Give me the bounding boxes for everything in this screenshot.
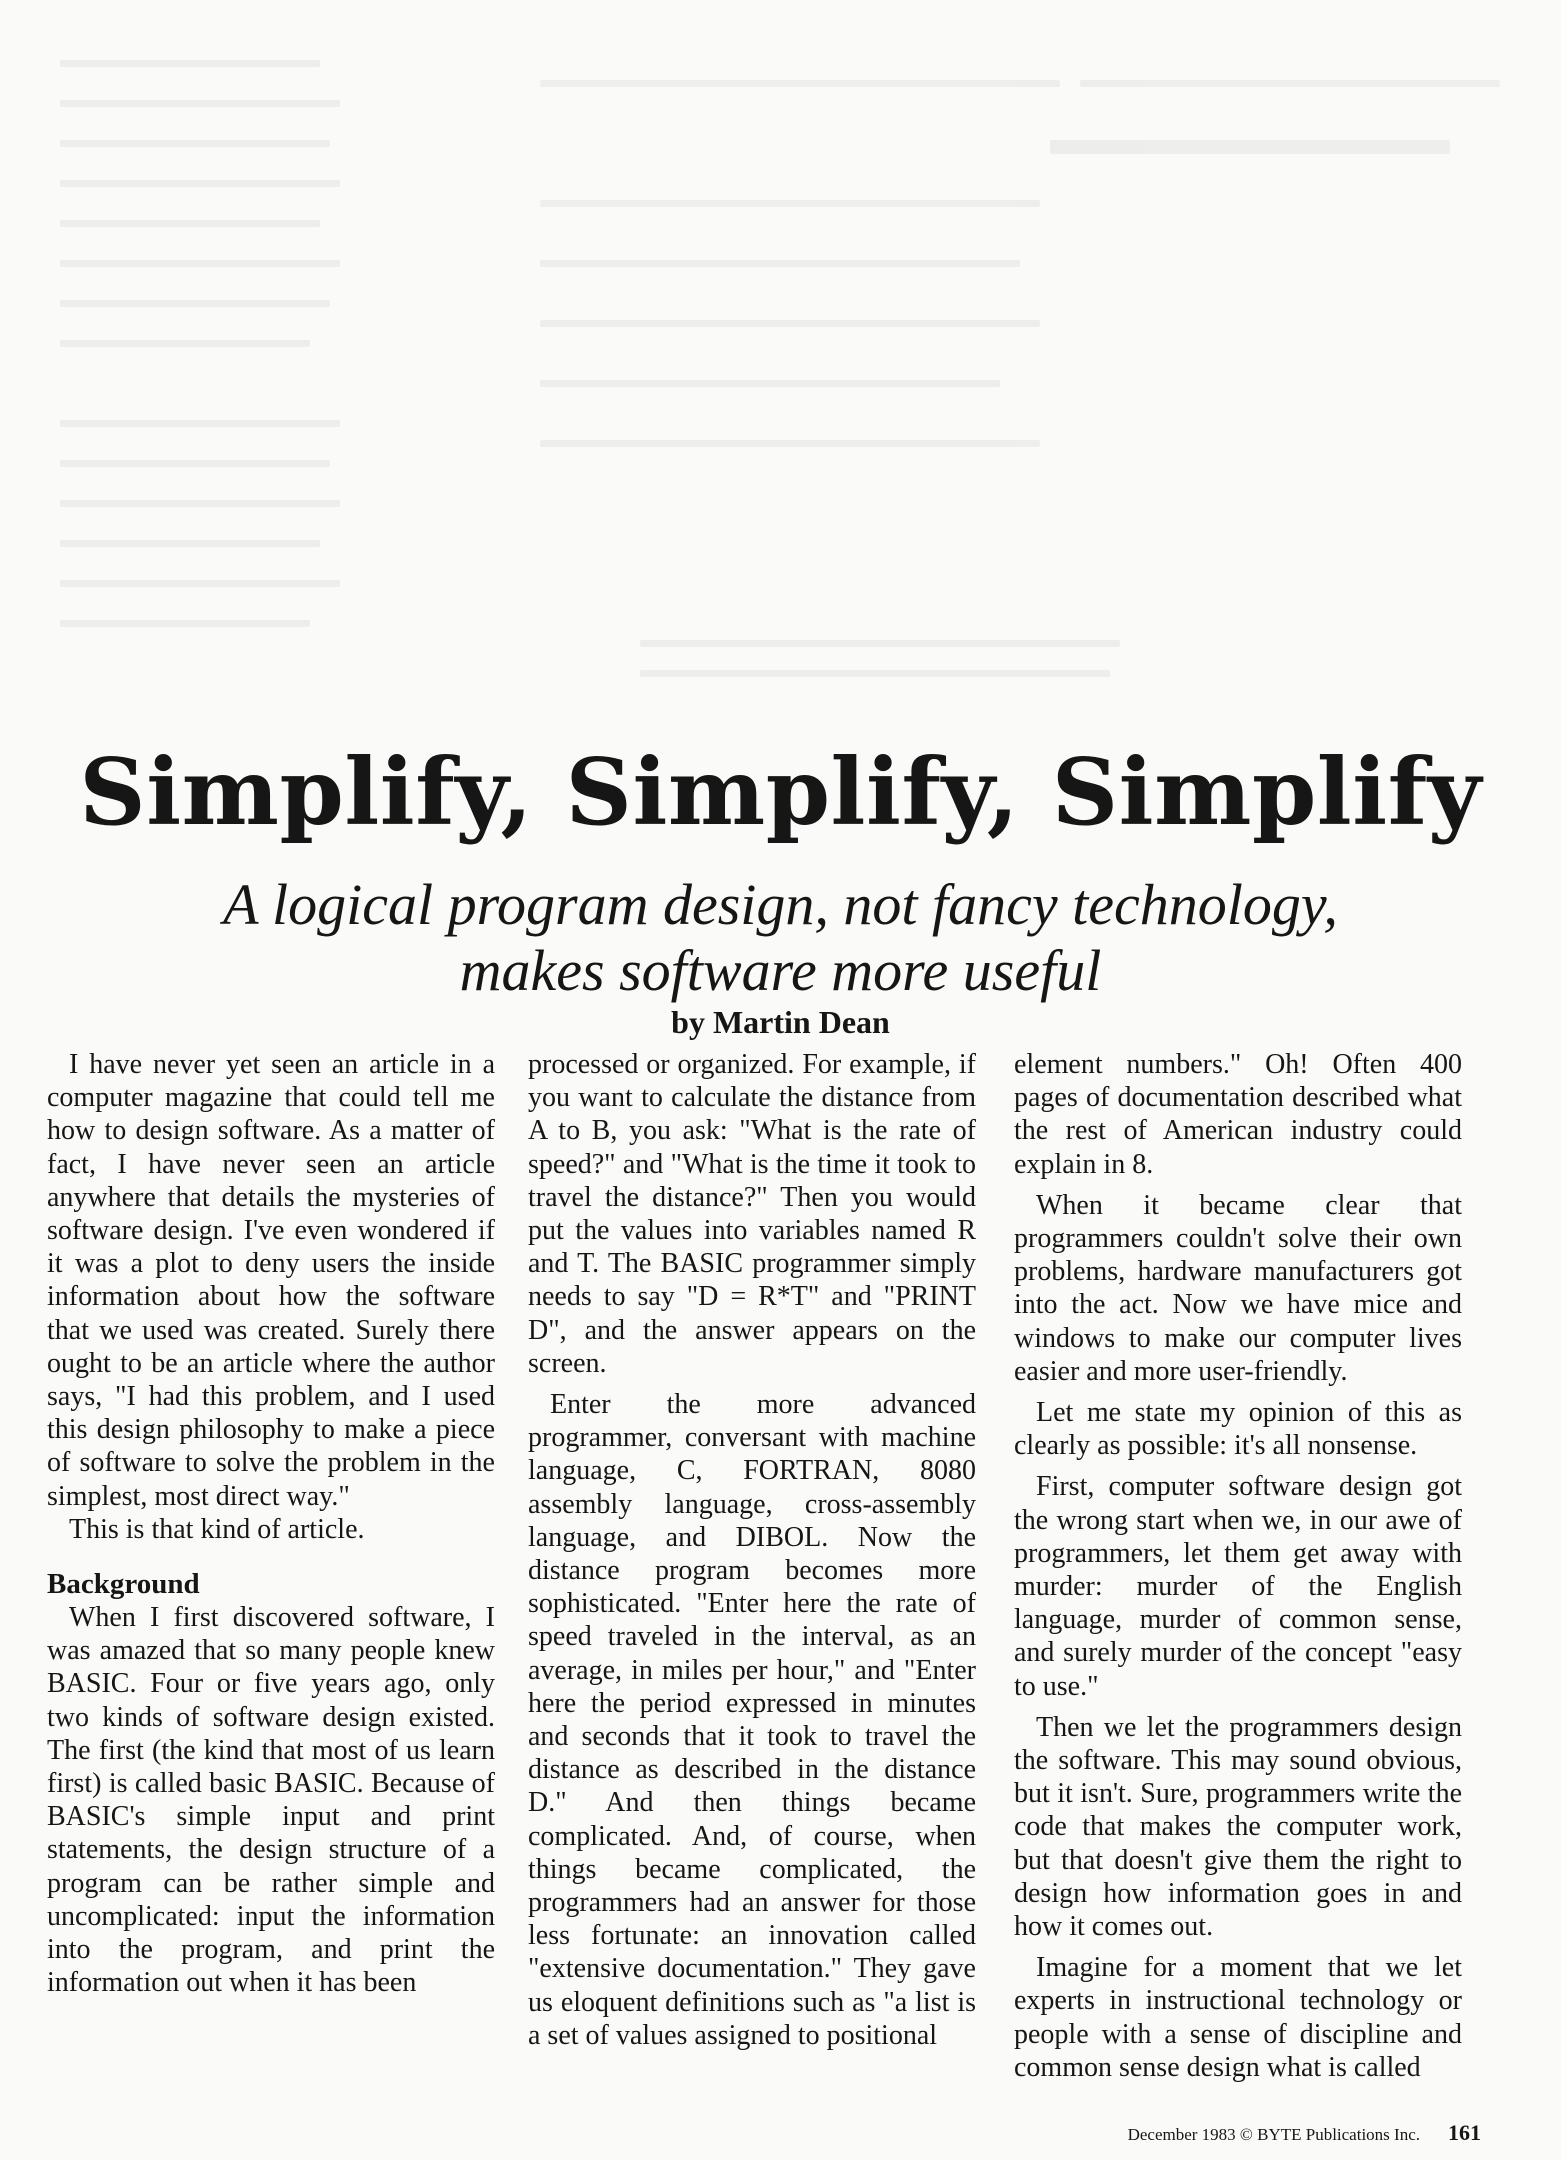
paragraph: Imagine for a moment that we let experts in instructional technology or people with a sense of discipline and common sense design what is called bbox=[1014, 1952, 1462, 2083]
paragraph: When it became clear that programmers couldn't solve their own problems, hardware manufacturers got into the act. Now we have mice and windows to make our computer lives easier and more user-friendly. bbox=[1014, 1189, 1462, 1387]
paragraph: processed or organized. For example, if you want to calculate the distance from A to B, you ask: "What is the rate of speed?" and "What is the time it took to travel the distance?" Then you would put the values into variables named R and T. The BASIC programmer simply needs to say "D = R*T" and "PRINT D", and the answer appears on the screen. bbox=[528, 1049, 976, 1379]
byline: by Martin Dean bbox=[671, 1004, 890, 1040]
paragraph: When I first discovered software, I was amazed that so many people knew BASIC. Four or five years ago, only two kinds of software design existed. The first (the kind that most of us learn first) is called basic BASIC. Because of BASIC's simple input and print statements, the design structure of a program can be rather simple and uncomplicated: input the information into the program, and print the information out when it has been bbox=[47, 1602, 495, 1999]
page-footer bbox=[1128, 2120, 1481, 2146]
subtitle-line-1: A logical program design, not fancy technology, bbox=[223, 872, 1338, 937]
issue-credit: December 1983 © BYTE Publications Inc. bbox=[1127, 2125, 1420, 2144]
paragraph: Let me state my opinion of this as clearly as possible: it's all nonsense. bbox=[1014, 1397, 1462, 1462]
paragraph: Then we let the programmers design the software. This may sound obvious, but it isn't. Sure, programmers write the code that makes the computer work, but that doesn't give them the right to design how information goes in and how it comes out. bbox=[1014, 1711, 1462, 1943]
article-title: Simplify, Simplify, Simplify bbox=[79, 738, 1482, 846]
paragraph: This is that kind of article. bbox=[69, 1513, 365, 1545]
subtitle-line-2: makes software more useful bbox=[459, 938, 1102, 1003]
page-number: 161 bbox=[1448, 2120, 1481, 2145]
column-1 bbox=[47, 1048, 495, 1999]
paragraph: I have never yet seen an article in a computer magazine that could tell me how to design software. As a matter of fact, I have never seen an article anywhere that details the mysteries of software design. I've even wondered if it was a plot to deny users the inside information about how the software that we used was created. Surely there ought to be an article where the author says, "I had this problem, and I used this design philosophy to make a piece of software to solve the problem in the simplest, most direct way." bbox=[47, 1049, 495, 1512]
section-heading: Background bbox=[47, 1568, 200, 1601]
paragraph: Enter the more advanced programmer, conversant with machine language, C, FORTRAN, 8080 assembly language, cross-assembly language, and DIBOL. Now the distance program becomes more sophisticated. "Enter here the rate of speed traveled in the interval, as an average, in miles per hour," and "Enter here the period expressed in minutes and seconds that it took to travel the distance as described in the distance D." And then things became complicated. And, of course, when things became complicated, the programmers had an answer for those less fortunate: an innovation called "extensive documentation." They gave us eloquent definitions such as "a list is a set of values assigned to positional bbox=[528, 1389, 976, 2051]
column-3 bbox=[1014, 1048, 1462, 2084]
show-through-background bbox=[0, 0, 1561, 700]
article-subtitle bbox=[0, 872, 1561, 1004]
column-2 bbox=[528, 1048, 976, 2052]
paragraph: First, computer software design got the wrong start when we, in our awe of programmers, let them get away with murder: murder of the English language, murder of common sense, and surely murder of the concept "easy to use." bbox=[1014, 1471, 1462, 1702]
paragraph: element numbers." Oh! Often 400 pages of documentation described what the rest of American industry could explain in 8. bbox=[1014, 1049, 1462, 1180]
